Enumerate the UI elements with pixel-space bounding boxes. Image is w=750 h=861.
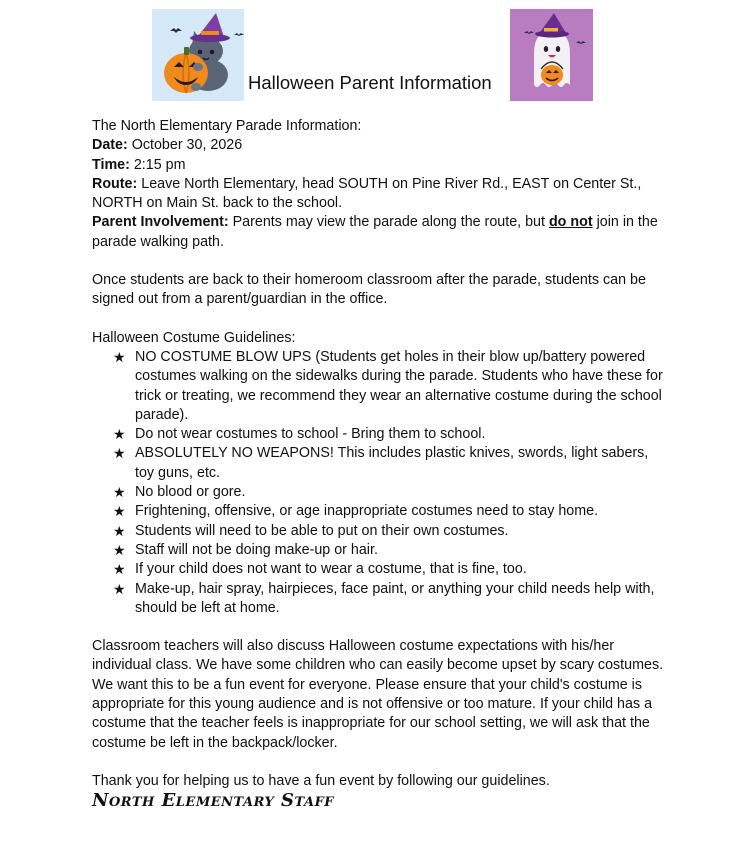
time-value: 2:15 pm — [129, 156, 186, 173]
date-value: October 30, 2026 — [127, 137, 243, 154]
list-item: ★ ABSOLUTELY NO WEAPONS! This includes plastic knives, swords, light sabers, toy guns, etc. — [113, 445, 649, 481]
guidelines-heading: Halloween Costume Guidelines: — [92, 329, 296, 346]
thanks-paragraph: Thank you for helping us to have a fun event by following our guidelines. — [92, 772, 550, 789]
star-icon: ★ — [113, 561, 126, 578]
list-item: ★ Students will need to be able to put on their own costumes. — [113, 522, 667, 541]
list-item: ★ NO COSTUME BLOW UPS (Students get holes in their blow up/battery powered costumes walking on the sidewalks during the parade. Students who have these for trick or treating, we recommend they wear an alternative costume during the school parade). — [113, 348, 663, 423]
parade-date — [92, 136, 667, 155]
parade-intro: The North Elementary Parade Information: — [92, 118, 362, 134]
date-label: Date: — [92, 137, 128, 154]
star-icon: ★ — [113, 445, 126, 462]
ghost-pumpkin-icon — [510, 9, 593, 101]
signout-paragraph: Once students are back to their homeroom classroom after the parade, students can be signed out from a parent/guardian in the office. — [92, 272, 646, 308]
list-item: ★ Make-up, hair spray, hairpieces, face paint, or anything your child needs help with, should be left at home. — [113, 580, 655, 616]
signature: North Elementary Staff — [92, 790, 335, 812]
star-icon: ★ — [113, 426, 126, 443]
route-label: Route: — [92, 175, 138, 192]
list-item: ★ If your child does not want to wear a costume, that is fine, too. — [113, 560, 667, 579]
document-body — [92, 117, 667, 811]
star-icon: ★ — [113, 522, 126, 539]
parent-value-emph: do not — [548, 214, 593, 231]
parent-label: Parent Involvement: — [92, 214, 229, 231]
ghost-pumpkin-image — [510, 9, 593, 101]
parent-value-a: Parents may view the parade along the route, but — [228, 214, 549, 231]
time-label: Time: — [92, 156, 130, 173]
star-icon: ★ — [113, 348, 126, 365]
parent-involvement — [92, 213, 667, 252]
star-icon: ★ — [113, 541, 126, 558]
list-item: ★ Do not wear costumes to school - Bring them to school. — [113, 425, 667, 444]
page-title: Halloween Parent Information — [248, 72, 492, 93]
route-value: Leave North Elementary, head SOUTH on Pine River Rd., EAST on Center St., NORTH on Main St. back to the school. — [92, 175, 642, 212]
parade-route — [92, 175, 667, 214]
star-icon: ★ — [113, 484, 126, 501]
list-item: ★ Staff will not be doing make-up or hair. — [113, 541, 667, 560]
cat-pumpkin-image — [152, 9, 244, 101]
cat-pumpkin-icon — [152, 9, 244, 101]
list-item: ★ Frightening, offensive, or age inappropriate costumes need to stay home. — [113, 502, 667, 521]
parent-value-b: join in the parade walking path. — [92, 214, 658, 250]
parade-time — [92, 156, 667, 175]
star-icon: ★ — [113, 503, 126, 520]
star-icon: ★ — [113, 580, 126, 597]
classroom-paragraph: Classroom teachers will also discuss Halloween costume expectations with his/her individual class. We have some children who can easily become upset by scary costumes. We want this to be a fun event for everyone. Please ensure that your child's costume is appropriate for this young audience and is not offensive or too mature. If your child has a costume that the teacher feels is inappropriate for our school setting, we will ask that the costume be left in the backpack/locker. — [92, 638, 664, 751]
guidelines-list — [92, 348, 667, 618]
list-item: ★ No blood or gore. — [113, 483, 667, 502]
